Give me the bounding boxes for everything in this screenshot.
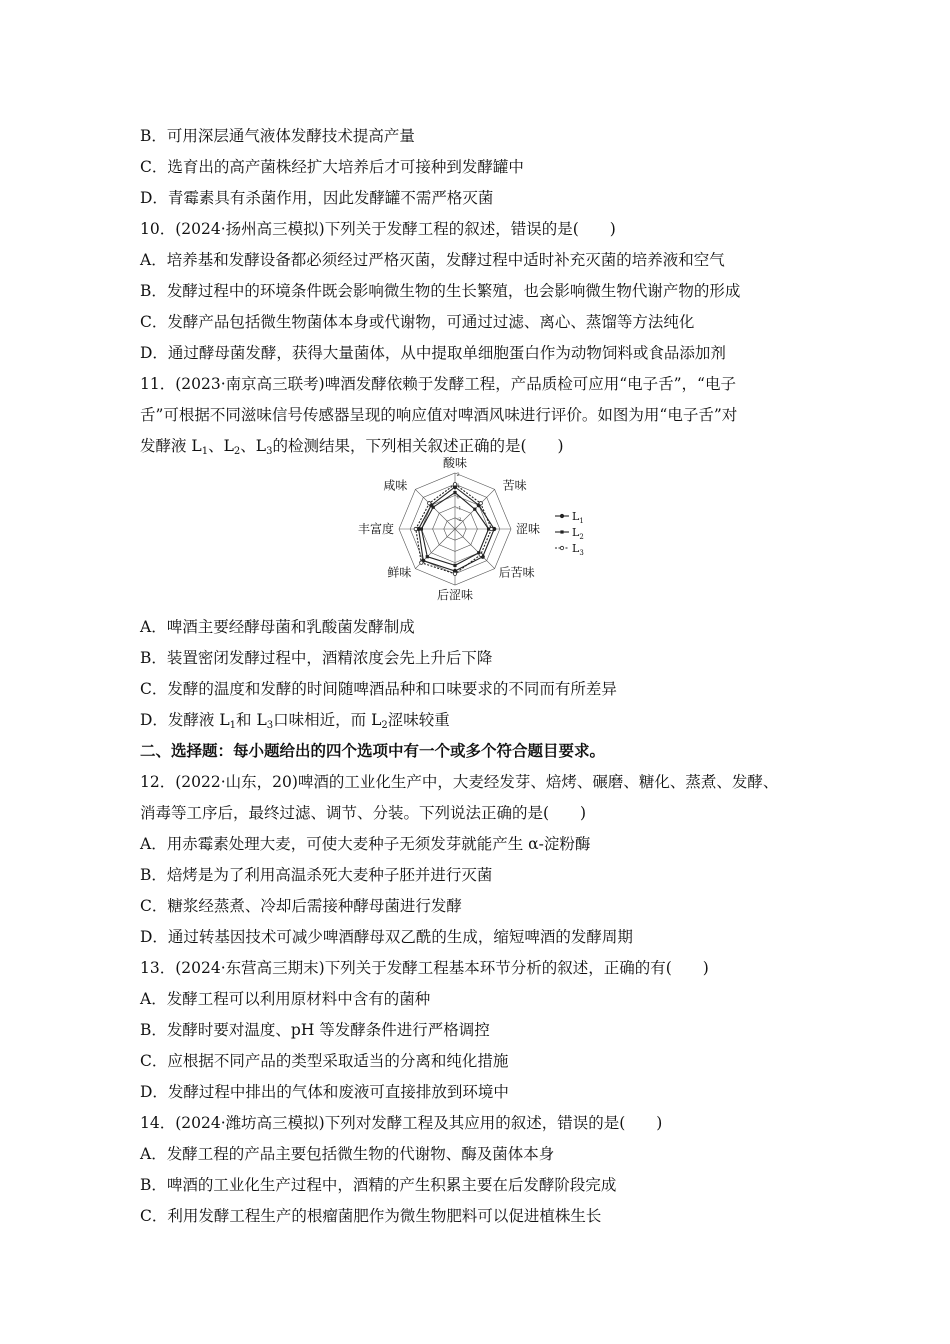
q11-stem-line2: 舌”可根据不同滋味信号传感器呈现的响应值对啤酒风味进行评价。如图为用“电子舌”对 bbox=[140, 406, 738, 424]
q11d-sub-1: 1 bbox=[229, 720, 237, 731]
q9-option-c: C．选育出的高产菌株经扩大培养后才可接种到发酵罐中 bbox=[140, 158, 524, 176]
radar-point bbox=[473, 508, 476, 511]
radar-tick-label: 0 bbox=[456, 494, 460, 501]
q14-option-a: A．发酵工程的产品主要包括微生物的代谢物、酶及菌体本身 bbox=[140, 1145, 555, 1163]
q10-option-d: D．通过酵母菌发酵，获得大量菌体，从中提取单细胞蛋白作为动物饲料或食品添加剂 bbox=[140, 344, 726, 362]
radar-axis-label: 鲜味 bbox=[387, 565, 412, 580]
legend-subscript: 1 bbox=[579, 517, 584, 525]
radar-axis-label: 咸味 bbox=[383, 478, 408, 493]
q10-option-b: B．发酵过程中的环境条件既会影响微生物的生长繁殖，也会影响微生物代谢产物的形成 bbox=[140, 282, 741, 300]
section-heading: 二、选择题：每小题给出的四个选项中有一个或多个符合题目要求。 bbox=[140, 741, 606, 760]
q9-option-b: B．可用深层通气液体发酵技术提高产量 bbox=[140, 127, 415, 145]
q13-option-a: A．发酵工程可以利用原材料中含有的菌种 bbox=[140, 990, 431, 1008]
q11-stem-line3 bbox=[140, 436, 820, 456]
q11-option-c: C．发酵的温度和发酵的时间随啤酒品种和口味要求的不同而有所差异 bbox=[140, 680, 617, 698]
q11d-sub-3: 3 bbox=[266, 720, 274, 731]
q13-option-b: B．发酵时要对温度、pH 等发酵条件进行严格调控 bbox=[140, 1021, 490, 1039]
radar-axis-label: 丰富度 bbox=[357, 522, 394, 536]
q11-sub-3: 3 bbox=[266, 446, 273, 457]
radar-axis-label: 酸味 bbox=[442, 456, 468, 470]
q9-option-d: D．青霉素具有杀菌作用，因此发酵罐不需严格灭菌 bbox=[140, 189, 494, 207]
q11-stem-line1: 11．(2023·南京高三联考)啤酒发酵依赖于发酵工程，产品质检可应用“电子舌”，“电子 bbox=[140, 375, 736, 393]
legend-marker bbox=[560, 546, 563, 549]
radar-point bbox=[479, 502, 482, 505]
q11-option-a: A．啤酒主要经酵母菌和乳酸菌发酵制成 bbox=[140, 618, 415, 636]
radar-point bbox=[420, 561, 423, 564]
q12-option-c: C．糖浆经蒸煮、冷却后需接种酵母菌进行发酵 bbox=[140, 897, 462, 915]
radar-axis-label: 后涩味 bbox=[436, 588, 474, 602]
legend-subscript: 3 bbox=[579, 549, 584, 557]
radar-point bbox=[453, 564, 456, 567]
q11d-text-d: 涩味较重 bbox=[387, 711, 450, 729]
q12-stem-line2: 消毒等工序后，最终过滤、调节、分装。下列说法正确的是( ) bbox=[140, 804, 587, 822]
legend-label: $L_2$ bbox=[572, 526, 584, 541]
radar-tick-label: -2 bbox=[456, 516, 462, 523]
radar-point bbox=[453, 483, 456, 486]
q14-stem: 14．(2024·潍坊高三模拟)下列对发酵工程及其应用的叙述，错误的是( ) bbox=[140, 1114, 663, 1132]
q11-option-b: B．装置密闭发酵过程中，酒精浓度会先上升后下降 bbox=[140, 649, 493, 667]
q11-text-a: 发酵液 L bbox=[140, 437, 202, 455]
radar-point bbox=[479, 553, 482, 556]
radar-point bbox=[414, 527, 417, 530]
q10-option-a: A．培养基和发酵设备都必须经过严格灭菌，发酵过程中适时补充灭菌的培养液和空气 bbox=[140, 251, 725, 269]
radar-chart bbox=[355, 456, 595, 606]
radar-point bbox=[453, 491, 456, 494]
legend-label: $L_1$ bbox=[572, 510, 584, 525]
q11d-sub-2: 2 bbox=[381, 720, 388, 731]
q14-option-b: B．啤酒的工业化生产过程中，酒精的产生积累主要在后发酵阶段完成 bbox=[140, 1176, 617, 1194]
radar-point bbox=[453, 572, 456, 575]
q11-text-b: 、L bbox=[208, 437, 234, 455]
q11d-text-a: D．发酵液 L bbox=[140, 711, 230, 729]
radar-point bbox=[428, 502, 431, 505]
q13-option-d: D．发酵过程中排出的气体和废液可直接排放到环境中 bbox=[140, 1083, 509, 1101]
radar-point bbox=[490, 527, 493, 530]
legend-marker bbox=[560, 514, 563, 517]
q10-option-c: C．发酵产品包括微生物菌体本身或代谢物，可通过过滤、离心、蒸馏等方法纯化 bbox=[140, 313, 695, 331]
legend-marker bbox=[560, 530, 563, 533]
radar-tick-label: -1 bbox=[456, 505, 462, 512]
radar-point bbox=[426, 555, 429, 558]
radar-point bbox=[420, 527, 423, 530]
q11d-text-c: 口味相近，而 L bbox=[273, 711, 382, 729]
q11-option-d bbox=[140, 710, 820, 730]
q13-stem: 13．(2024·东营高三期末)下列关于发酵工程基本环节分析的叙述，正确的有( ) bbox=[140, 959, 709, 977]
q11-text-d: 的检测结果，下列相关叙述正确的是( ) bbox=[272, 437, 564, 455]
q11-sub-2: 2 bbox=[233, 446, 241, 457]
radar-axis-label: 苦味 bbox=[502, 478, 527, 493]
radar-axis-label: 后苦味 bbox=[498, 565, 535, 580]
radar-axis-label: 涩味 bbox=[516, 522, 541, 536]
q14-option-c: C．利用发酵工程生产的根瘤菌肥作为微生物肥料可以促进植株生长 bbox=[140, 1207, 602, 1225]
q12-stem-line1: 12．(2022·山东，20)啤酒的工业化生产中，大麦经发芽、焙烤、碾磨、糖化、蒸煮、发酵、 bbox=[140, 773, 779, 791]
radar-point bbox=[432, 506, 435, 509]
q12-option-b: B．焙烤是为了利用高温杀死大麦种子胚并进行灭菌 bbox=[140, 866, 493, 884]
legend-subscript: 2 bbox=[579, 533, 584, 541]
q11-text-c: 、L bbox=[240, 437, 267, 455]
radar-tick-label: 1 bbox=[456, 483, 460, 490]
radar-tick-label: 2 bbox=[456, 472, 460, 478]
q13-option-c: C．应根据不同产品的类型采取适当的分离和纯化措施 bbox=[140, 1052, 509, 1070]
q11-sub-1: 1 bbox=[201, 446, 209, 457]
q11d-text-b: 和 L bbox=[236, 711, 267, 729]
legend-label: $L_3$ bbox=[572, 542, 584, 557]
q12-option-a: A．用赤霉素处理大麦，可使大麦种子无须发芽就能产生 α-淀粉酶 bbox=[140, 835, 591, 853]
q12-option-d: D．通过转基因技术可减少啤酒酵母双乙酰的生成，缩短啤酒的发酵周期 bbox=[140, 928, 633, 946]
q10-stem: 10．(2024·扬州高三模拟)下列关于发酵工程的叙述，错误的是( ) bbox=[140, 220, 616, 238]
